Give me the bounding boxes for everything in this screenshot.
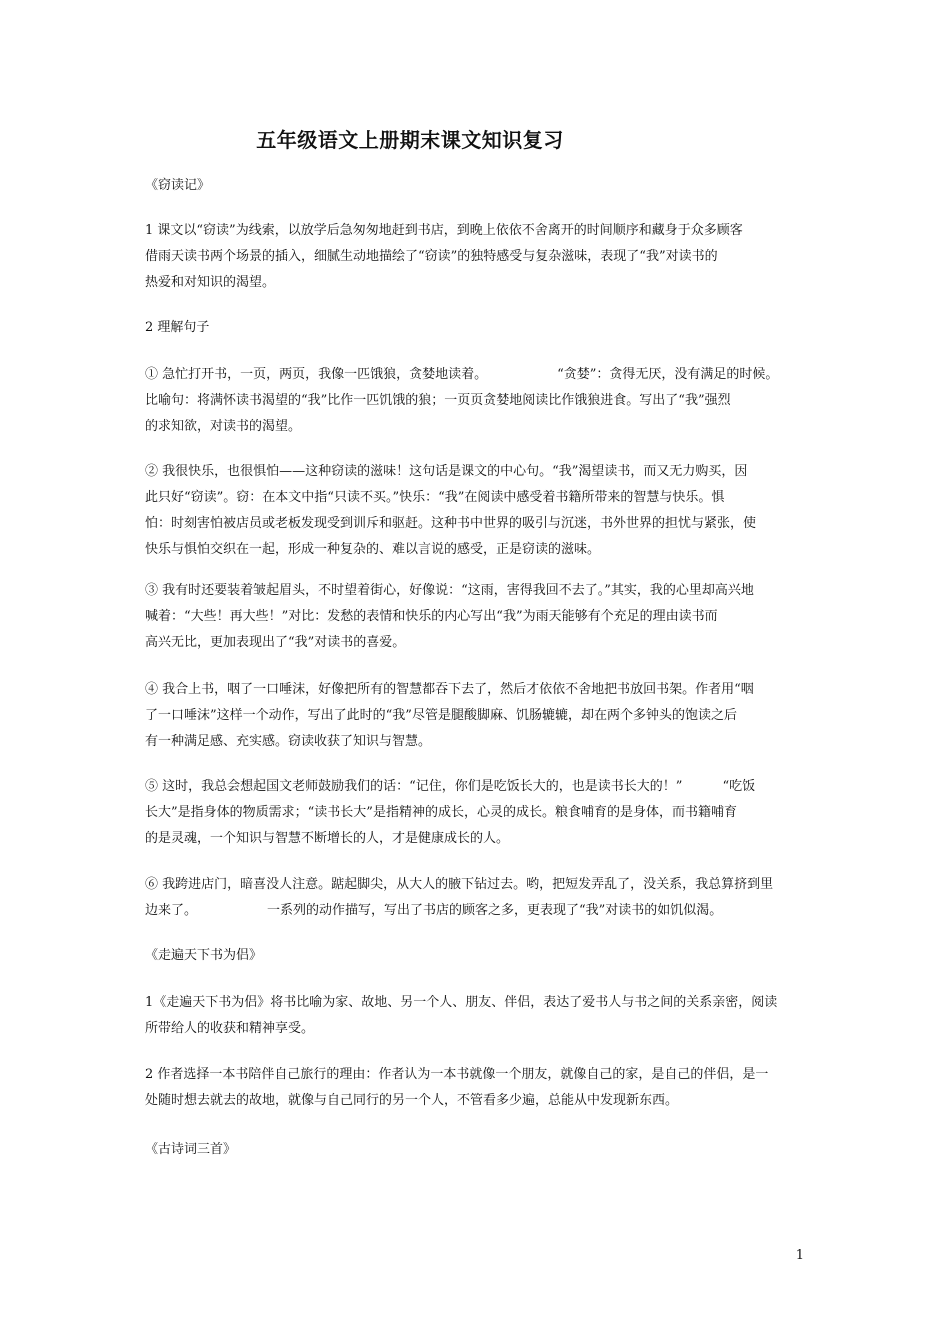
paragraph-qiedu-2-heading: 2 理解句子 xyxy=(145,320,210,335)
text-line: 比喻句：将满怀读书渴望的“我”比作一匹饥饿的狼；一页页贪婪地阅读比作饿狼进食。写出了“我”强烈 xyxy=(145,393,731,408)
text-line: 热爱和对知识的渴望。 xyxy=(145,275,276,290)
text-line: 有一种满足感、充实感。窃读收获了知识与智慧。 xyxy=(145,734,432,749)
paragraph-sentence-4 xyxy=(145,677,810,755)
text-line: ③ 我有时还要装着皱起眉头，不时望着街心，好像说：“这雨，害得我回不去了。”其实，我的心里却高兴地 xyxy=(145,583,754,598)
section-heading-qiedu: 《窃读记》 xyxy=(145,178,211,193)
paragraph-qiedu-1 xyxy=(145,218,810,296)
sentence-6-quote-end: 边来了。 xyxy=(145,903,198,918)
text-line: 怕：时刻害怕被店员或老板发现受到训斥和驱赶。这种书中世界的吸引与沉迷，书外世界的担忧与紧张，使 xyxy=(145,516,757,531)
page-number: 1 xyxy=(795,1248,804,1263)
sentence-1-gloss: “贪婪”：贪得无厌，没有满足的时候。 xyxy=(557,367,779,382)
paragraph-sentence-6 xyxy=(145,872,810,924)
text-line xyxy=(145,774,810,800)
paragraph-sentence-5 xyxy=(145,774,810,852)
text-line: 此只好“窃读”。窃：在本文中指“只读不买。”快乐：“我”在阅读中感受着书籍所带来的智慧与快乐。惧 xyxy=(145,490,725,505)
text-line: 了一口唾沫”这样一个动作，写出了此时的“我”尽管是腿酸脚麻、饥肠辘辘，却在两个多钟头的饱读之后 xyxy=(145,708,737,723)
text-line: 借雨天读书两个场景的插入，细腻生动地描绘了“窃读”的独特感受与复杂滋味，表现了“我”对读书的 xyxy=(145,249,718,264)
text-line: 所带给人的收获和精神享受。 xyxy=(145,1021,315,1036)
section-heading-zoubian: 《走遍天下书为侣》 xyxy=(145,948,263,963)
text-line: 的求知欲，对读书的渴望。 xyxy=(145,419,302,434)
sentence-6-analysis: 一系列的动作描写，写出了书店的顾客之多，更表现了“我”对读书的如饥似渴。 xyxy=(267,903,723,918)
text-line xyxy=(145,898,810,924)
text-line: 1《走遍天下书为侣》将书比喻为家、故地、另一个人、朋友、伴侣，表达了爱书人与书之间的关系亲密，阅读 xyxy=(145,995,778,1010)
text-line: 1 课文以“窃读”为线索，以放学后急匆匆地赶到书店，到晚上依依不舍离开的时间顺序和藏身于众多顾客 xyxy=(145,223,743,238)
text-line: 高兴无比，更加表现出了“我”对读书的喜爱。 xyxy=(145,635,406,650)
text-line: ⑥ 我跨进店门，暗喜没人注意。踮起脚尖，从大人的腋下钻过去。哟，把短发弄乱了，没关系，我总算挤到里 xyxy=(145,877,774,892)
text-line: ④ 我合上书，咽了一口唾沫，好像把所有的智慧都吞下去了，然后才依依不舍地把书放回书架。作者用“咽 xyxy=(145,682,754,697)
text-line: 喊着：“大些！再大些！”对比：发愁的表情和快乐的内心写出“我”为雨天能够有个充足的理由读书而 xyxy=(145,609,718,624)
text-line: 处随时想去就去的故地，就像与自己同行的另一个人，不管看多少遍，总能从中发现新东西。 xyxy=(145,1093,679,1108)
paragraph-sentence-1 xyxy=(145,362,810,440)
text-line: 的是灵魂，一个知识与智慧不断增长的人，才是健康成长的人。 xyxy=(145,831,510,846)
paragraph-sentence-2 xyxy=(145,459,810,563)
sentence-1-quote: ① 急忙打开书，一页，两页，我像一匹饿狼，贪婪地读着。 xyxy=(145,367,488,382)
paragraph-zoubian-2 xyxy=(145,1062,810,1114)
text-line xyxy=(145,362,810,388)
text-line: ② 我很快乐，也很惧怕——这种窃读的滋味！这句话是课文的中心句。“我”渴望读书，而又无力购买，因 xyxy=(145,464,748,479)
text-line: 长大”是指身体的物质需求；“读书长大”是指精神的成长，心灵的成长。粮食哺育的是身体，而书籍哺育 xyxy=(145,805,737,820)
text-line: 快乐与惧怕交织在一起，形成一种复杂的、难以言说的感受，正是窃读的滋味。 xyxy=(145,542,601,557)
text-line: 2 作者选择一本书陪伴自己旅行的理由：作者认为一本书就像一个朋友，就像自己的家，是自己的伴侣，是一 xyxy=(145,1067,769,1082)
paragraph-sentence-3 xyxy=(145,578,810,656)
sentence-5-quote: ⑤ 这时，我总会想起国文老师鼓励我们的话：“记住，你们是吃饭长大的，也是读书长大的！” xyxy=(145,779,683,794)
section-heading-gushici: 《古诗词三首》 xyxy=(145,1142,237,1157)
paragraph-zoubian-1 xyxy=(145,990,810,1042)
sentence-5-continued: “吃饭 xyxy=(722,779,756,794)
document-title: 五年级语文上册期末课文知识复习 xyxy=(256,128,564,152)
